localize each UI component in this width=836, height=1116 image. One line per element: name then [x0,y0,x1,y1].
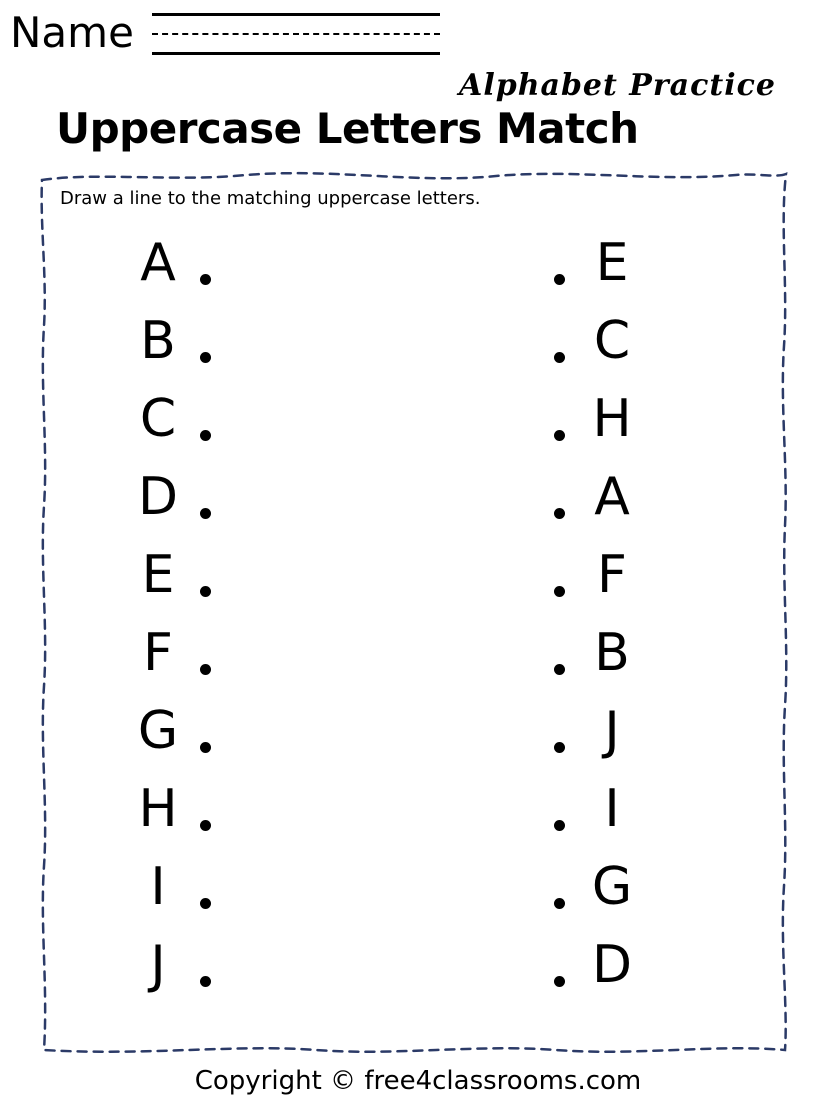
right-letter: A [594,467,630,527]
right-letter: E [595,233,629,293]
right-connector-dot[interactable] [554,430,565,441]
site-url[interactable]: free4classrooms.com [364,1066,642,1096]
right-letter-column [536,224,776,1004]
page-title: Uppercase Letters Match [56,104,639,153]
left-letter-column [126,224,366,1004]
list-item[interactable] [126,380,366,458]
list-item[interactable] [536,770,776,848]
name-field-row [0,0,836,70]
left-letter: B [140,311,176,371]
right-letter: D [591,935,633,995]
list-item[interactable] [126,926,366,1004]
copyright-text: Copyright © [194,1066,365,1096]
left-letter: J [150,935,166,995]
list-item[interactable] [536,458,776,536]
left-connector-dot[interactable] [200,508,211,519]
right-connector-dot[interactable] [554,508,565,519]
right-connector-dot[interactable] [554,820,565,831]
list-item[interactable] [126,536,366,614]
list-item[interactable] [536,692,776,770]
list-item[interactable] [126,614,366,692]
left-connector-dot[interactable] [200,742,211,753]
right-letter: H [592,389,632,449]
left-letter: I [150,857,166,917]
list-item[interactable] [536,848,776,926]
list-item[interactable] [536,224,776,302]
left-connector-dot[interactable] [200,586,211,597]
left-letter: H [138,779,178,839]
list-item[interactable] [536,536,776,614]
list-item[interactable] [126,848,366,926]
left-connector-dot[interactable] [200,352,211,363]
name-label: Name [10,8,134,57]
list-item[interactable] [126,770,366,848]
name-writing-line-middle [152,33,440,35]
left-letter: A [140,233,176,293]
right-connector-dot[interactable] [554,274,565,285]
right-connector-dot[interactable] [554,976,565,987]
left-letter: D [137,467,179,527]
list-item[interactable] [126,302,366,380]
left-letter: G [137,701,179,761]
left-connector-dot[interactable] [200,976,211,987]
right-letter: J [604,701,620,761]
right-connector-dot[interactable] [554,898,565,909]
right-letter: C [593,311,631,371]
worksheet-subtitle: Alphabet Practice [459,68,776,103]
left-letter: C [139,389,177,449]
left-connector-dot[interactable] [200,664,211,675]
footer [0,1066,836,1096]
right-letter: B [594,623,630,683]
left-letter: F [143,623,173,683]
left-connector-dot[interactable] [200,274,211,285]
right-connector-dot[interactable] [554,664,565,675]
left-letter: E [141,545,175,605]
list-item[interactable] [536,614,776,692]
list-item[interactable] [536,380,776,458]
list-item[interactable] [536,302,776,380]
name-writing-line-top [152,13,440,16]
worksheet-instructions: Draw a line to the matching uppercase letters. [60,188,481,209]
right-connector-dot[interactable] [554,742,565,753]
list-item[interactable] [126,224,366,302]
left-connector-dot[interactable] [200,898,211,909]
worksheet-panel [36,166,792,1058]
left-connector-dot[interactable] [200,430,211,441]
name-writing-line-bottom [152,52,440,55]
left-connector-dot[interactable] [200,820,211,831]
right-connector-dot[interactable] [554,586,565,597]
right-connector-dot[interactable] [554,352,565,363]
right-letter: G [591,857,633,917]
list-item[interactable] [126,692,366,770]
right-letter: I [604,779,620,839]
list-item[interactable] [126,458,366,536]
list-item[interactable] [536,926,776,1004]
right-letter: F [597,545,627,605]
